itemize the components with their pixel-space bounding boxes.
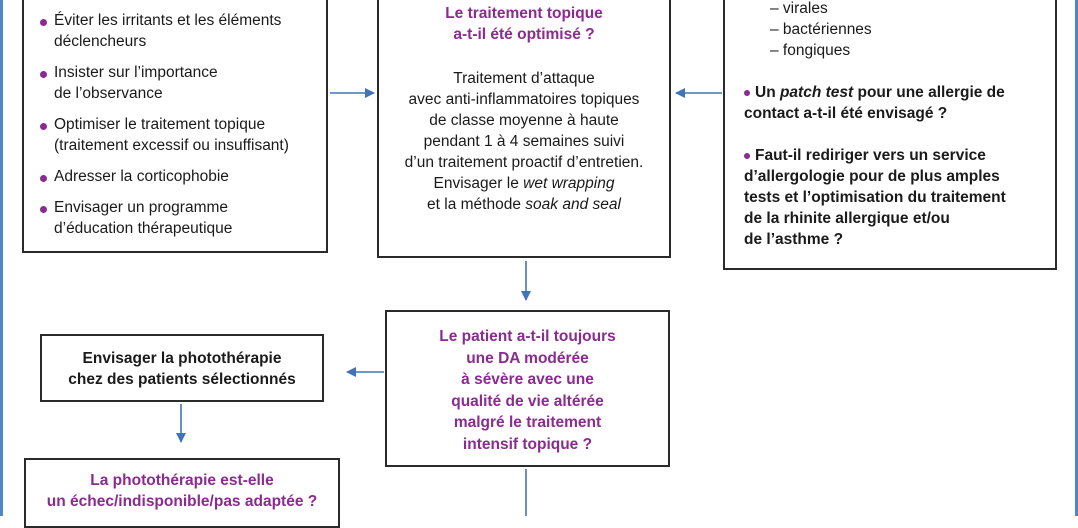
body-line: d’un traitement proactif d’entretien.	[404, 154, 644, 171]
question-line: La photothérapie est-elle	[90, 472, 274, 489]
item-line: Adresser la corticophobie	[54, 168, 229, 185]
patch-test-question: Un patch test pour une allergie de contact a-t-il été envisagé ?	[744, 84, 1005, 122]
body-line: pendant 1 à 4 semaines suivi	[423, 133, 625, 150]
list-item: – virales	[770, 0, 828, 17]
box-line: Envisager la photothérapie	[82, 350, 282, 367]
question-line: Le traitement topique	[445, 5, 603, 22]
body-line: Traitement d’attaque	[453, 70, 595, 87]
question-line: un échec/indisponible/pas adaptée ?	[46, 493, 318, 510]
item-line: Envisager un programme	[54, 199, 229, 216]
body-line: et la méthode soak and seal	[427, 196, 621, 213]
question-line: une DA modérée	[466, 349, 589, 367]
item-line: d’éducation thérapeutique	[54, 220, 233, 237]
allergology-question: Faut-il rediriger vers un service d’allergologie pour de plus amples tests et l’optimisation du traitement de la rhinite allergique et/ou de l’asthme ?	[744, 147, 1006, 248]
question-line: malgré le traitement	[453, 414, 602, 431]
question-line: Le patient a-t-il toujours	[439, 328, 616, 345]
item-line: Insister sur l’importance	[54, 64, 218, 81]
item-line: de l’observance	[54, 85, 163, 102]
body-line: de classe moyenne à haute	[429, 112, 619, 129]
question-line: a-t-il été optimisé ?	[453, 26, 595, 43]
list-item: – fongiques	[770, 42, 851, 59]
question-line: qualité de vie altérée	[451, 392, 604, 410]
item-line: Éviter les irritants et les éléments	[54, 12, 282, 29]
body-line: avec anti-inflammatoires topiques	[408, 91, 640, 108]
item-line: Optimiser le traitement topique	[54, 116, 266, 133]
item-line: déclencheurs	[54, 33, 147, 50]
list-item: – bactériennes	[770, 21, 872, 38]
item-line: (traitement excessif ou insuffisant)	[54, 137, 289, 154]
body-line: Envisager le wet wrapping	[433, 175, 615, 192]
question-line: à sévère avec une	[461, 371, 594, 388]
box-line: chez des patients sélectionnés	[68, 371, 296, 388]
question-line: intensif topique ?	[462, 435, 593, 453]
